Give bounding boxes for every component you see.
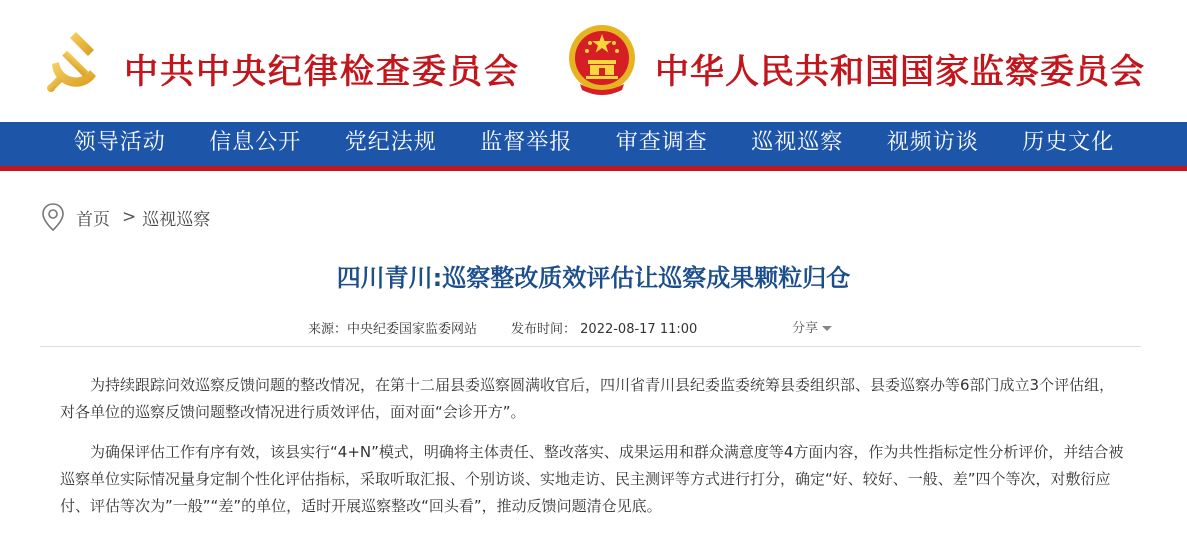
breadcrumb-home-link[interactable]: 首页 (76, 209, 110, 230)
party-emblem-icon (40, 24, 112, 96)
ccdi-title[interactable]: 中共中央纪律检查委员会 (124, 52, 520, 92)
nav-item-inspection[interactable]: 巡视巡察 (751, 130, 844, 155)
nav-red-stripe (0, 166, 1187, 171)
article-paragraph: 为确保评估工作有序有效，该县实行“4+N”模式，明确将主体责任、整改落实、成果运用和群众满意度等4方面内容，作为共性指标定性分析评价，并结合被巡察单位实际情况量身定制个性化评估指标，采取听取汇报、个别访谈、实地走访、民主测评等方式进行打分，确定“好、较好、一般、差”四个等次，对敷衍应付、评估等次为”一般”“差”的单位，适时开展巡察整改“回头看”，推动反馈问题清仓见底。 (60, 443, 1124, 515)
chevron-down-icon (822, 326, 832, 331)
site-header (0, 0, 1187, 122)
breadcrumb-current-link[interactable]: 巡视巡察 (142, 209, 211, 230)
nav-item-history[interactable]: 历史文化 (1022, 130, 1115, 155)
nav-item-investigation[interactable]: 审查调查 (615, 130, 708, 155)
nav-item-regulations[interactable]: 党纪法规 (344, 130, 437, 155)
nav-item-report[interactable]: 监督举报 (480, 130, 573, 155)
meta-divider (40, 346, 1141, 347)
breadcrumb-separator: > (122, 207, 137, 227)
article-meta (308, 318, 697, 337)
article-body (60, 372, 1126, 533)
location-pin-icon (40, 202, 66, 232)
nav-item-video[interactable]: 视频访谈 (886, 130, 979, 155)
main-nav (0, 122, 1187, 166)
nsc-title[interactable]: 中华人民共和国国家监察委员会 (655, 52, 1145, 92)
article-source: 来源：中央纪委国家监委网站 (308, 322, 478, 337)
nav-item-leadership[interactable]: 领导活动 (73, 130, 166, 155)
breadcrumb (40, 202, 210, 232)
article-title: 四川青川:巡察整改质效评估让巡察成果颗粒归仓 (336, 264, 851, 292)
nav-item-info-disclosure[interactable]: 信息公开 (209, 130, 302, 155)
national-emblem-icon (566, 22, 638, 98)
article-publish-time: 发布时间： 2022-08-17 11:00 (511, 322, 698, 337)
share-button[interactable] (792, 317, 832, 336)
share-label: 分享 (792, 321, 819, 336)
article-paragraph: 为持续跟踪问效巡察反馈问题的整改情况，在第十二届县委巡察圆满收官后，四川省青川县纪委监委统筹县委组织部、县委巡察办等6部门成立3个评估组，对各单位的巡察反馈问题整改情况进行质效评估，面对面“会诊开方”。 (60, 376, 1115, 421)
